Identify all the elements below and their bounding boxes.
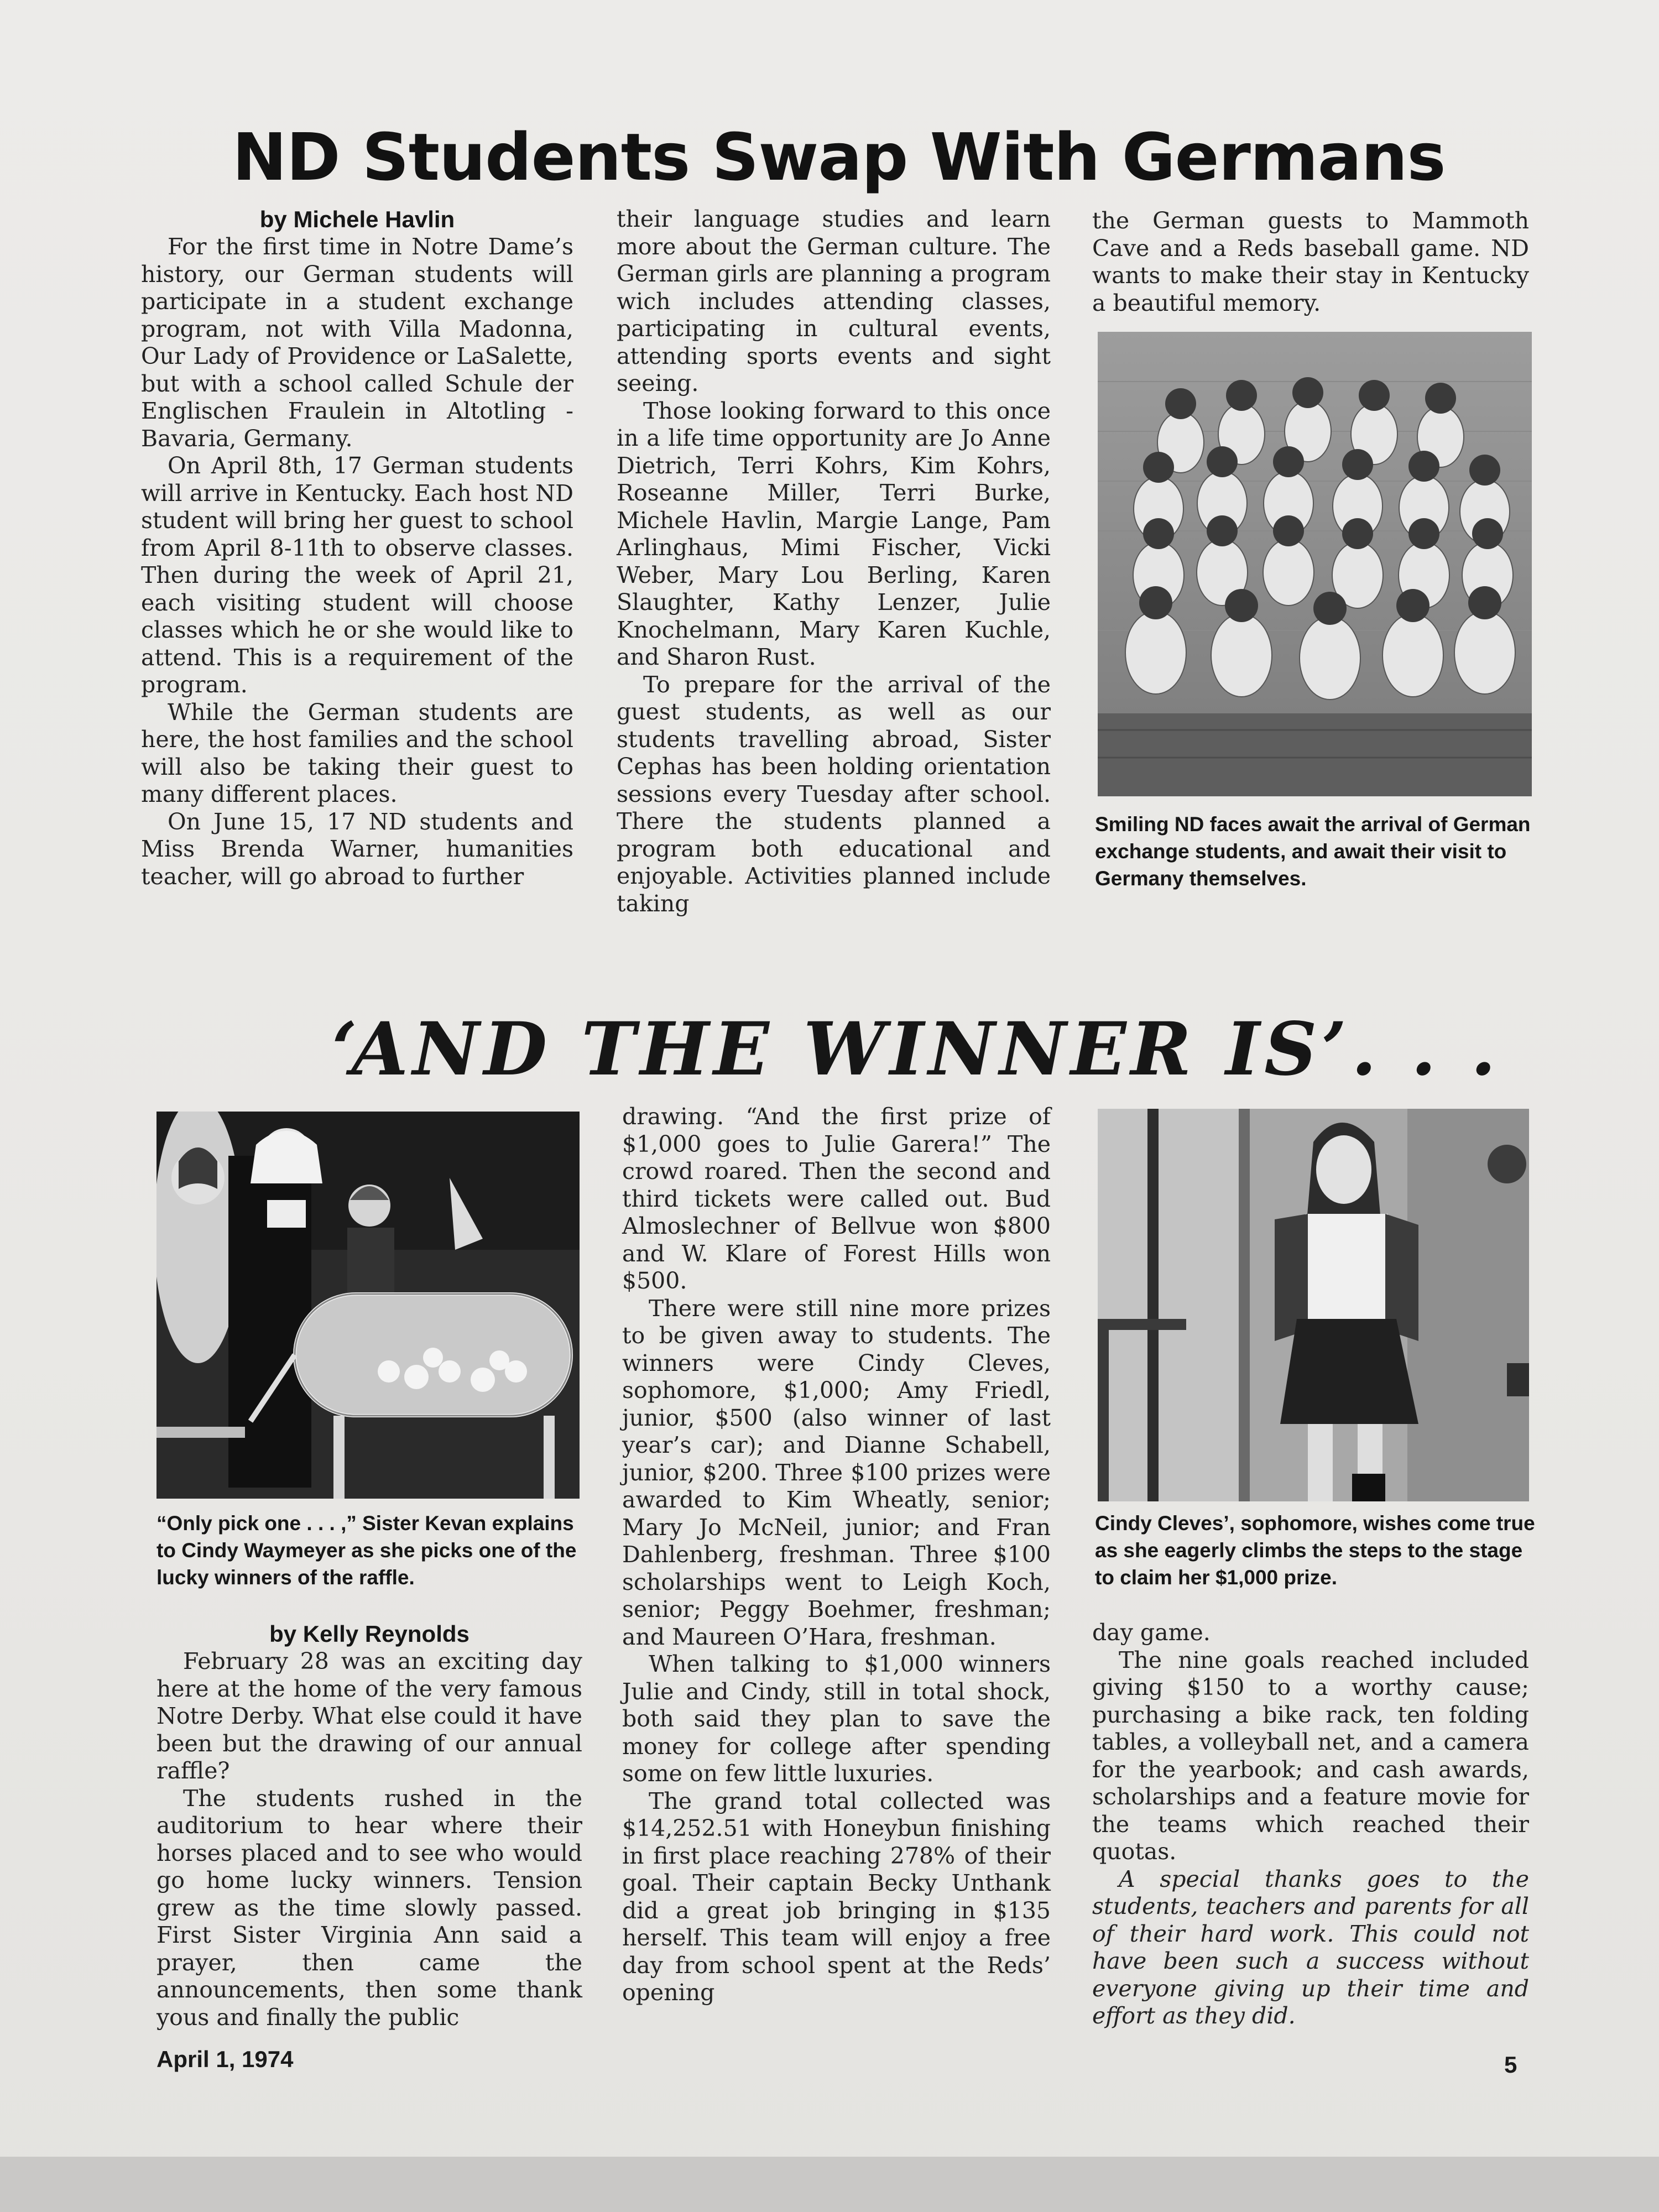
article2-column-2 <box>622 1103 1051 2007</box>
article1-paragraph: Those looking forward to this once in a life time opportunity are Jo Anne Dietrich, Terri Kohrs, Kim Kohrs, Roseanne Miller, Terri Burke, Michele Havlin, Margie Lange, Pam Arlinghaus, Mimi Fischer, Vicki Weber, Mary Lou Berling, Karen Slaughter, Kathy Lenzer, Julie Knochelmann, Mary Karen Kuchle, and Sharon Rust. <box>617 397 1051 670</box>
group-photo-caption: Smiling ND faces await the arrival of German exchange students, and await their visit to Germany themselves. <box>1095 813 1531 890</box>
article1-paragraph: their language studies and learn more about the German culture. The German girls are planning a program wich includes attending classes, participating in cultural events, attending sports events and sight seeing. <box>617 206 1051 397</box>
raffle-drawing-illustration <box>156 1112 580 1499</box>
scan-background-strip <box>0 2157 1659 2212</box>
article1-column-1 <box>141 206 573 890</box>
article-headline-german-exchange: ND Students Swap With Germans <box>232 119 1446 195</box>
page-number: 5 <box>1504 2052 1517 2078</box>
article2-paragraph: day game. <box>1092 1619 1211 1646</box>
group-photo-illustration <box>1098 332 1532 796</box>
article1-column-3 <box>1092 207 1529 317</box>
article1-column-2 <box>617 206 1051 917</box>
cindy-cleves-illustration <box>1098 1109 1529 1501</box>
article1-paragraph: While the German students are here, the host families and the school will also be taking their guest to many different places. <box>141 698 573 807</box>
raffle-photo-caption: “Only pick one . . . ,” Sister Kevan explains to Cindy Waymeyer as she picks one of the lucky winners of the raffle. <box>156 1512 577 1589</box>
article2-paragraph: The grand total collected was $14,252.51 with Honeybun finishing in first place reaching 278% of their goal. Their captain Becky Unthank did a great job bringing in $135 herself. This team will enjoy a free day from school spent at the Reds’ opening <box>622 1787 1051 2006</box>
byline-michele-havlin: by Michele Havlin <box>259 206 455 232</box>
group-photo-nd-students <box>1098 332 1532 796</box>
article2-paragraph: When talking to $1,000 winners Julie and Cindy, still in total shock, both said they plan to save the money for college after spending some on few little luxuries. <box>622 1651 1051 1787</box>
article1-paragraph: For the first time in Notre Dame’s history, our German students will participate in a student exchange program, not with Villa Madonna, Our Lady of Providence or LaSalette, but with a school called Schule der Englischen Fraulein in Altotling - Bavaria, Germany. <box>141 233 573 452</box>
article2-column-1 <box>156 1620 582 2031</box>
article2-paragraph: The students rushed in the auditorium to hear where their horses placed and to see who would go home lucky winners. Tension grew as the time slowly passed. First Sister Virginia Ann said a prayer, then came the announcements, then some thank yous and finally the public <box>156 1785 582 2031</box>
article1-paragraph: the German guests to Mammoth Cave and a Reds baseball game. ND wants to make their stay in Kentucky a beautiful memory. <box>1092 207 1529 316</box>
article2-paragraph: The nine goals reached included giving $150 to a worthy cause; purchasing a bike rack, ten folding tables, a volleyball net, and a camera for the yearbook; and cash awards, scholarships and a feature movie for the teams which reached their quotas. <box>1092 1646 1529 1865</box>
article2-paragraph: February 28 was an exciting day here at the home of the very famous Notre Derby. What else could it have been but the drawing of our annual raffle? <box>156 1648 582 1784</box>
byline-kelly-reynolds: by Kelly Reynolds <box>269 1621 469 1647</box>
article2-paragraph: drawing. “And the first prize of $1,000 goes to Julie Garera!” The crowd roared. Then the second and third tickets were called out. Bud Almoslechner of Bellvue won $800 and W. Klare of Forest Hills won $500. <box>622 1103 1051 1294</box>
article1-paragraph: On June 15, 17 ND students and Miss Brenda Warner, humanities teacher, will go abroad to further <box>141 808 573 890</box>
issue-date: April 1, 1974 <box>156 2046 294 2072</box>
cindy-photo-caption: Cindy Cleves’, sophomore, wishes come true as she eagerly climbs the steps to the stage to claim her $1,000 prize. <box>1095 1512 1535 1589</box>
special-thanks-paragraph: A special thanks goes to the students, teachers and parents for all of their hard work. This could not have been such a success without everyone giving up their time and effort as they did. <box>1092 1865 1529 2029</box>
raffle-drawing-photo <box>156 1112 580 1499</box>
cindy-cleves-photo <box>1098 1109 1529 1501</box>
article-headline-winner: ‘AND THE WINNER IS’. . . <box>332 1006 1501 1092</box>
article2-column-3 <box>1092 1619 1529 2030</box>
article2-paragraph: There were still nine more prizes to be given away to students. The winners were Cindy Cleves, sophomore, $1,000; Amy Friedl, junior, $500 (also winner of last year’s car); and Dianne Schabell, junior, $200. Three $100 prizes were awarded to Kim Wheatly, senior; Mary Jo McNeil, junior; and Fran Dahlenberg, freshman. Three $100 scholarships went to Leigh Koch, senior; Peggy Boehmer, freshman; and Maureen O’Hara, freshman. <box>622 1295 1051 1650</box>
article1-paragraph: On April 8th, 17 German students will arrive in Kentucky. Each host ND student will bring her guest to school from April 8-11th to observe classes. Then during the week of April 21, each visiting student will choose classes which he or she would like to attend. This is a requirement of the program. <box>141 452 573 698</box>
article1-paragraph: To prepare for the arrival of the guest students, as well as our students travelling abroad, Sister Cephas has been holding orientation sessions every Tuesday after school. There the students planned a program both educational and enjoyable. Activities planned include taking <box>617 671 1051 917</box>
